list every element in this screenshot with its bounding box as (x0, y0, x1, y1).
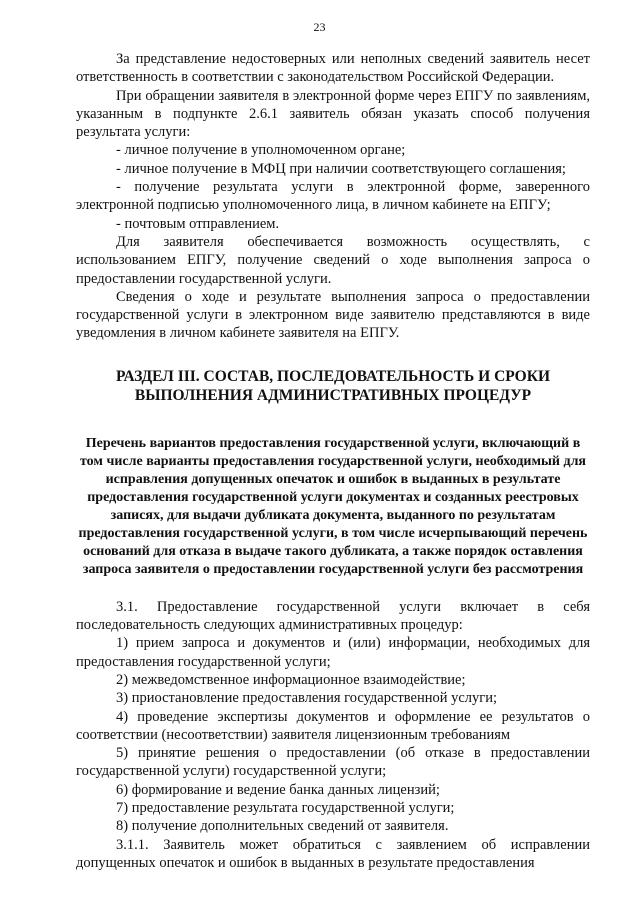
procedure-item: 6) формирование и ведение банка данных лицензий; (116, 781, 440, 798)
procedure-item: 4) проведение экспертизы документов и оформление ее результатов о соответствии (несоответствии) заявителя лицензионным требованиям (76, 708, 590, 743)
procedure-item: 5) принятие решения о предоставлении (об отказе в предоставлении государственной услуги) государственной услуги; (76, 745, 590, 780)
result-option: - получение результата услуги в электронной форме, заверенного электронной подписью уполномоченного лица, в личном кабинете на ЕПГУ; (76, 179, 590, 214)
page-number: 23 (313, 20, 326, 34)
spacer (76, 579, 590, 598)
page-content (76, 50, 590, 872)
result-option: - личное получение в МФЦ при наличии соответствующего соглашения; (116, 160, 566, 177)
section-title (76, 367, 590, 405)
procedure-item: 7) предоставление результата государственной услуги; (116, 800, 455, 817)
procedure-item: 3) приостановление предоставления государственной услуги; (116, 690, 498, 707)
procedure-item: 2) межведомственное информационное взаимодействие; (116, 671, 466, 688)
paragraph-status-notifications: Сведения о ходе и результате выполнения запроса о предоставлении государственной услуги в электронном виде заявителю представляются в виде уведомления в личном кабинете заявителя на ЕПГУ. (76, 288, 590, 342)
paragraph-status-possibility: Для заявителя обеспечивается возможность осуществлять, с использованием ЕПГУ, получение сведений о ходе выполнения запроса о предоставлении государственной услуги. (76, 233, 590, 287)
paragraph-responsibility: За представление недостоверных или неполных сведений заявитель несет ответственность в соответствии с законодательством Российской Федерации. (76, 51, 590, 86)
section-title-line: РАЗДЕЛ III. СОСТАВ, ПОСЛЕДОВАТЕЛЬНОСТЬ И СРОКИ (115, 367, 551, 385)
result-option: - почтовым отправлением. (116, 215, 280, 232)
procedures-intro: 3.1. Предоставление государственной услуги включает в себя последовательность следующих административных процедур: (76, 598, 590, 634)
procedure-item: 1) прием запроса и документов и (или) информации, необходимых для предоставления государственной услуги; (76, 635, 590, 670)
subsection-title: Перечень вариантов предоставления государственной услуги, включающий в том числе варианты предоставления государственной услуги, необходимый для исправления допущенных опечаток и ошибок в выданных в результате предоставления государственной услуги документах и созданных реестровых записях, для выдачи дубликата документа, выданного по результатам предоставления государственной услуги, в том числе исчерпывающий перечень оснований для отказа в выдаче такого дубликата, а также порядок оставления запроса заявителя о предоставлении государственной услуги без рассмотрения (78, 435, 588, 577)
clause-3-1-1: 3.1.1. Заявитель может обратиться с заявлением об исправлении допущенных опечаток и ошибок в выданных в результате предоставления (76, 836, 590, 871)
paragraph-epgu-request: При обращении заявителя в электронной форме через ЕПГУ по заявлениям, указанным в подпункте 2.6.1 заявитель обязан указать способ получения результата услуги: (76, 87, 590, 141)
result-option: - личное получение в уполномоченном органе; (116, 142, 406, 159)
section-title-line: ВЫПОЛНЕНИЯ АДМИНИСТРАТИВНЫХ ПРОЦЕДУР (134, 386, 532, 404)
procedure-item: 8) получение дополнительных сведений от заявителя. (116, 818, 449, 835)
